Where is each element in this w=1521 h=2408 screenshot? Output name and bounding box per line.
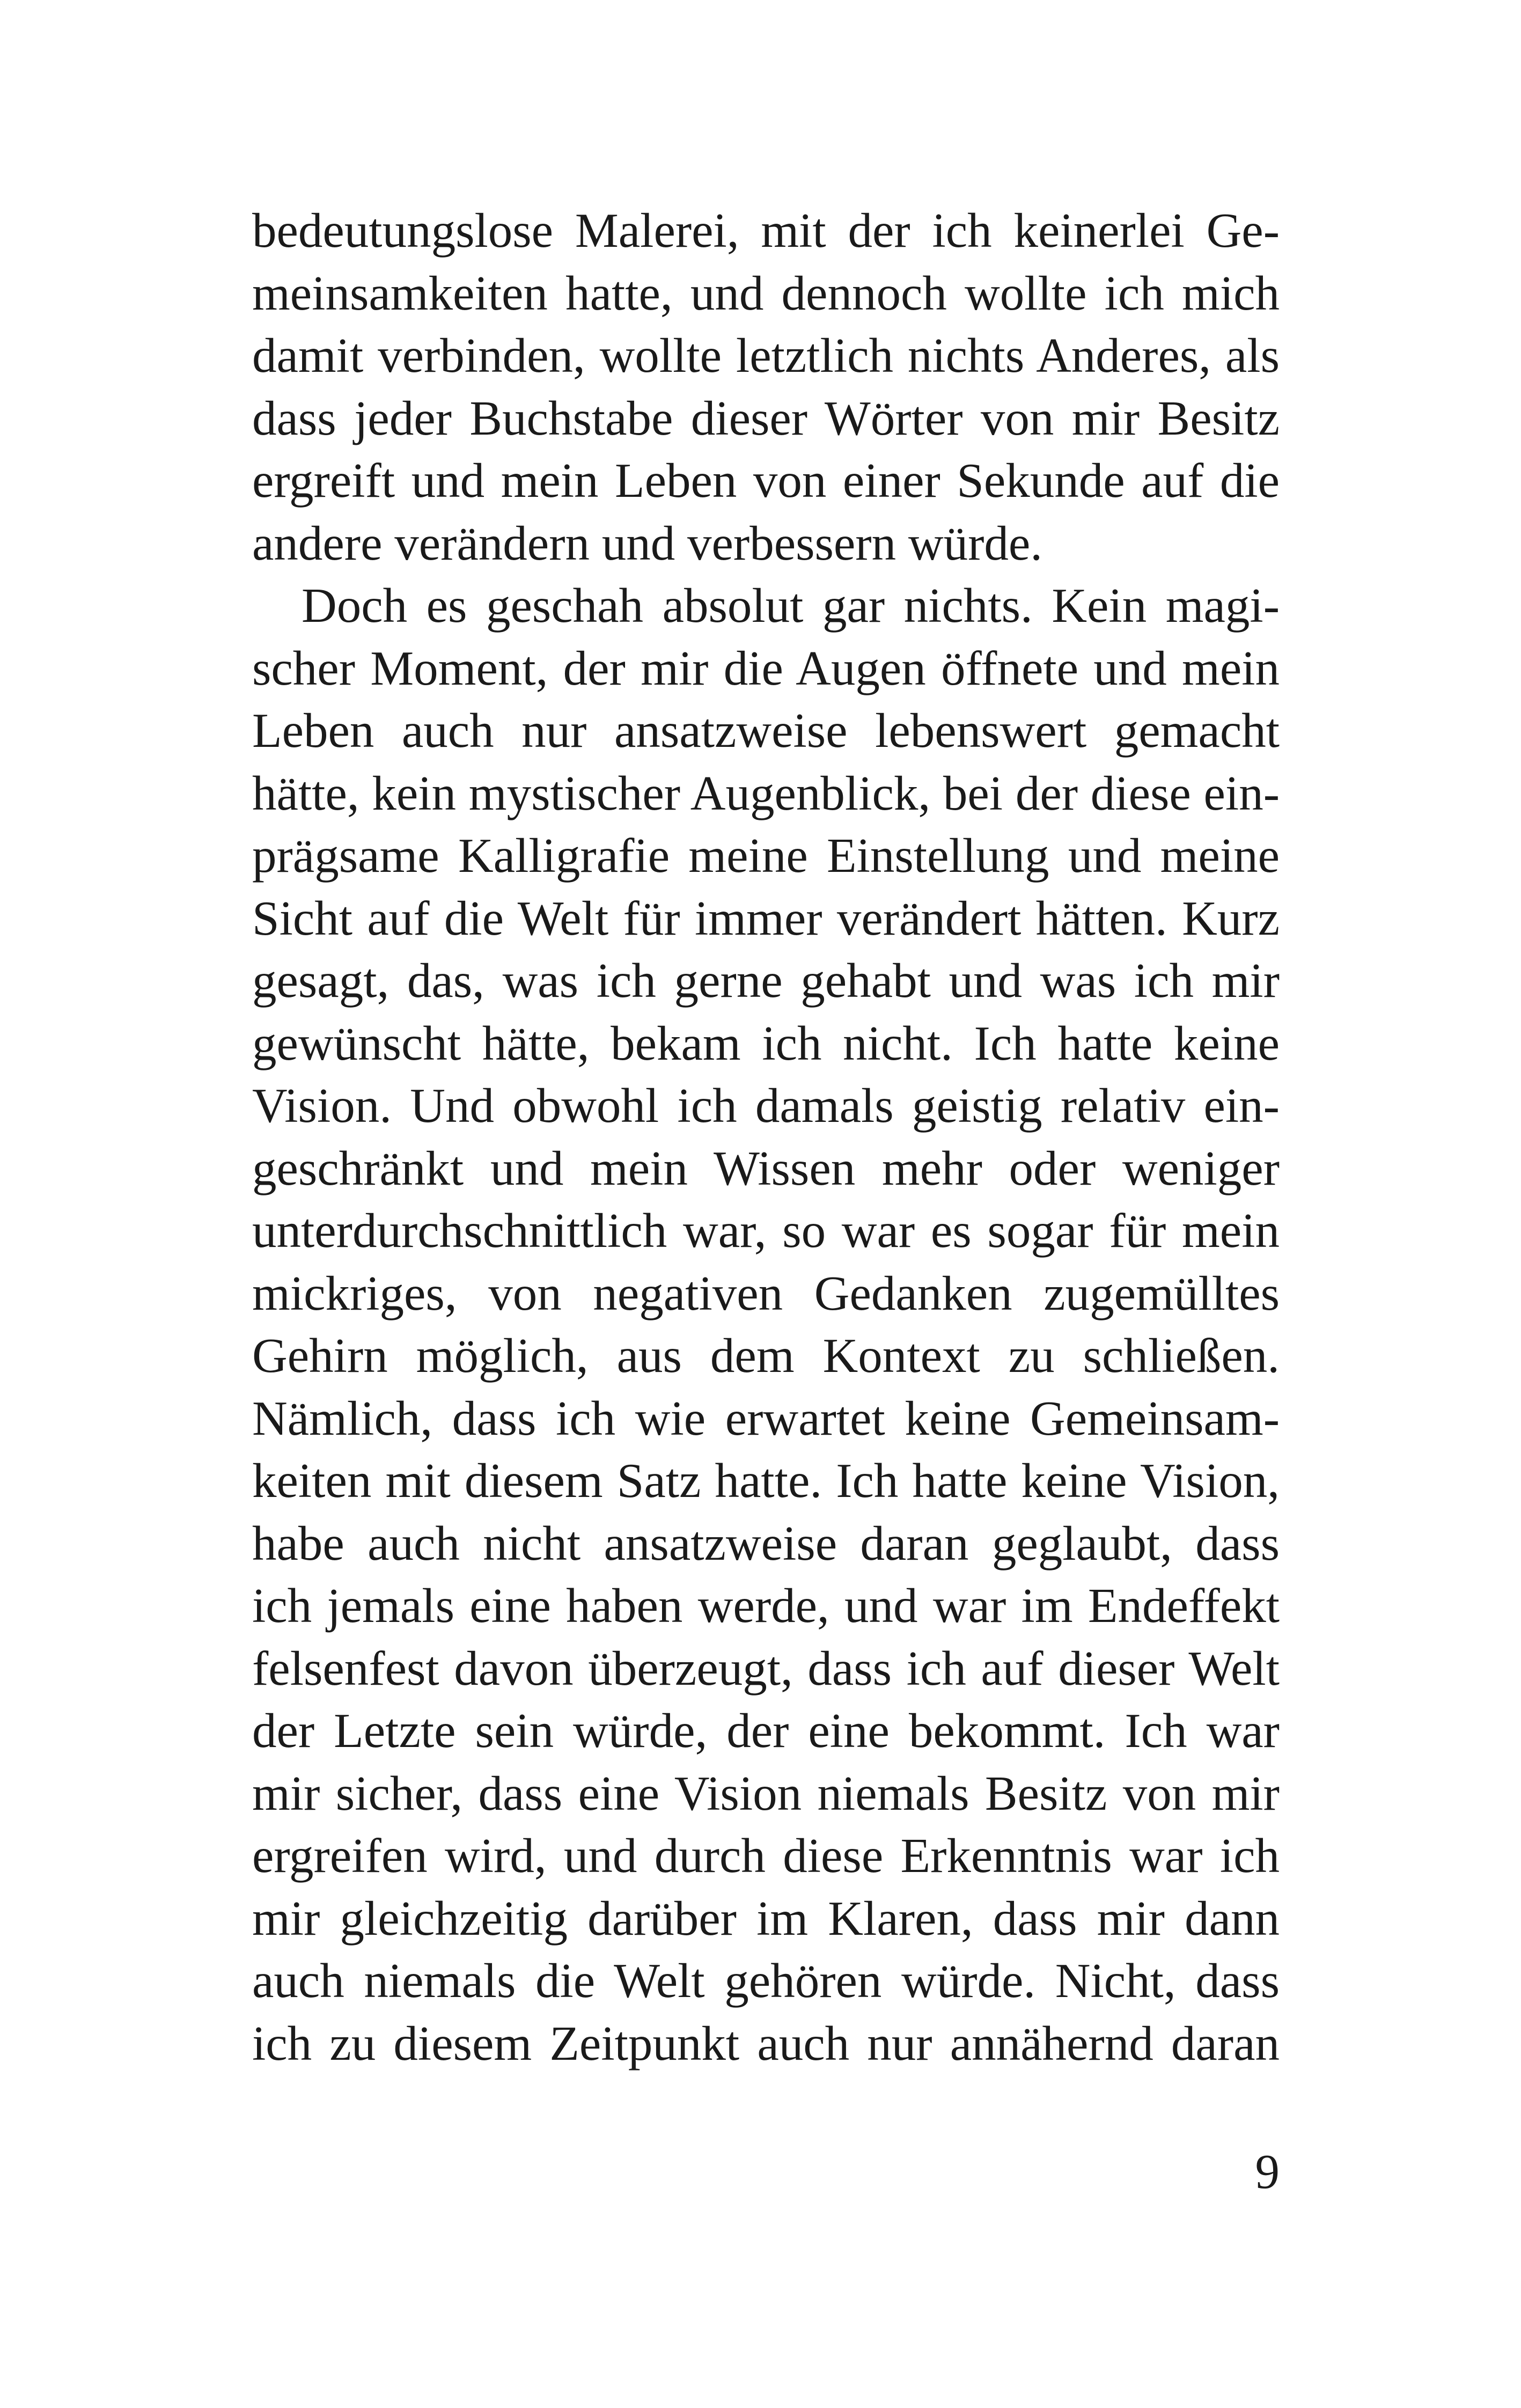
text-line: geschränkt und mein Wissen mehr oder weniger xyxy=(252,1141,1280,1195)
text-line: scher Moment, der mir die Augen öffnete und mein xyxy=(252,641,1280,695)
text-line: ergreift und mein Leben von einer Sekunde auf die xyxy=(252,453,1280,508)
text-line: Nämlich, dass ich wie erwartet keine Gemeinsam- xyxy=(252,1391,1280,1445)
text-line: Leben auch nur ansatzweise lebenswert gemacht xyxy=(252,703,1280,758)
text-line: ich jemals eine haben werde, und war im Endeffekt xyxy=(252,1579,1280,1633)
text-line: andere verändern und verbessern würde. xyxy=(252,516,1043,570)
text-line: gesagt, das, was ich gerne gehabt und was ich mir xyxy=(252,953,1280,1008)
text-line: Gehirn möglich, aus dem Kontext zu schließen. xyxy=(252,1328,1280,1383)
page-number: 9 xyxy=(1255,2145,1280,2199)
text-line: auch niemals die Welt gehören würde. Nicht, dass xyxy=(252,1954,1280,2008)
body-text xyxy=(252,200,1280,2075)
text-line: prägsame Kalligrafie meine Einstellung und meine xyxy=(252,828,1280,883)
text-line: felsenfest davon überzeugt, dass ich auf dieser Welt xyxy=(252,1641,1280,1695)
text-line: mickriges, von negativen Gedanken zugemülltes xyxy=(252,1266,1280,1320)
text-line: hätte, kein mystischer Augenblick, bei der diese ein- xyxy=(252,766,1280,820)
text-line: keiten mit diesem Satz hatte. Ich hatte keine Vision, xyxy=(252,1453,1280,1508)
text-line: damit verbinden, wollte letztlich nichts Anderes, als xyxy=(252,328,1280,383)
text-line: dass jeder Buchstabe dieser Wörter von mir Besitz xyxy=(252,391,1280,445)
paragraph xyxy=(252,200,1280,575)
text-line: gewünscht hätte, bekam ich nicht. Ich hatte keine xyxy=(252,1016,1280,1070)
paragraph xyxy=(252,575,1280,2075)
text-line: meinsamkeiten hatte, und dennoch wollte ich mich xyxy=(252,266,1280,320)
text-line: habe auch nicht ansatzweise daran geglaubt, dass xyxy=(252,1516,1280,1570)
text-line: Sicht auf die Welt für immer verändert hätten. Kurz xyxy=(252,891,1280,945)
text-line: der Letzte sein würde, der eine bekommt. Ich war xyxy=(252,1704,1280,1758)
text-line: bedeutungslose Malerei, mit der ich keinerlei Ge- xyxy=(252,203,1280,258)
text-line: ich zu diesem Zeitpunkt auch nur annähernd daran xyxy=(252,2016,1280,2071)
text-line: Vision. Und obwohl ich damals geistig relativ ein- xyxy=(252,1078,1280,1133)
text-line: unterdurchschnittlich war, so war es sogar für mein xyxy=(252,1203,1280,1258)
text-line: mir sicher, dass eine Vision niemals Besitz von mir xyxy=(252,1766,1280,1820)
text-line: ergreifen wird, und durch diese Erkenntnis war ich xyxy=(252,1829,1280,1883)
text-line: mir gleichzeitig darüber im Klaren, dass mir dann xyxy=(252,1891,1280,1946)
text-line: Doch es geschah absolut gar nichts. Kein magi- xyxy=(302,578,1280,633)
